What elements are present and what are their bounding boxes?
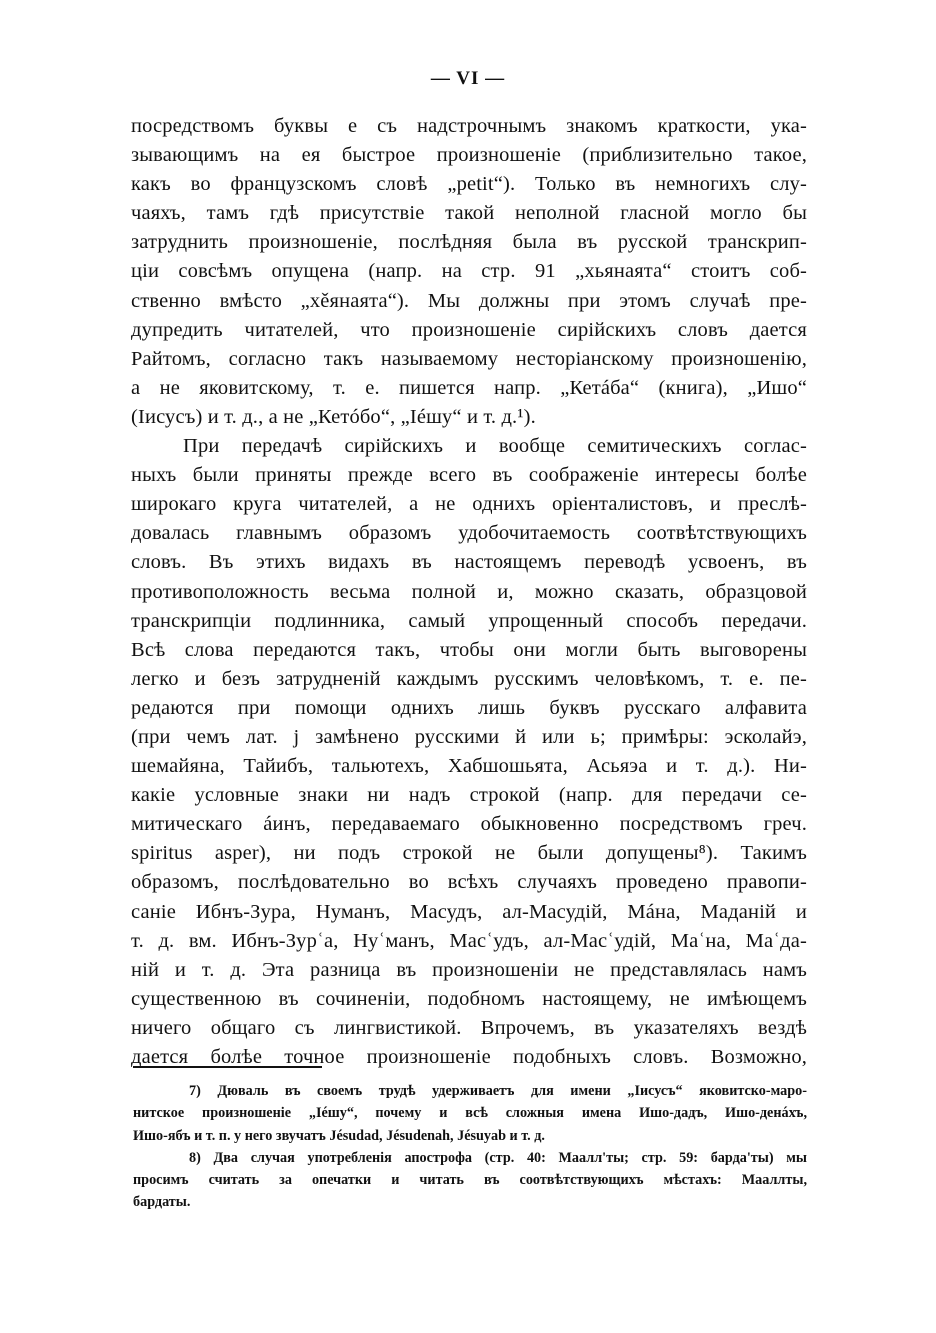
text-line: словъ. Въ этихъ видахъ въ настоящемъ переводѣ усвоенъ, въ <box>131 551 807 574</box>
footnote-line: 7) Дюваль въ своемъ трудѣ удерживаетъ для имени „Іисусъ“ яковитско-маро- <box>189 1083 807 1099</box>
footnote-line: просимъ считать за опечатки и читать въ соотвѣтствующихъ мѣстахъ: Мааллты, <box>133 1172 807 1189</box>
text-line: какіе условные знаки ни надъ строкой (напр. для передачи се- <box>131 784 807 807</box>
text-line: транскрипціи подлинника, самый упрощенный способъ передачи. <box>131 609 807 632</box>
text-line: зывающимъ на ея быстрое произношеніе (приблизительно такое, <box>131 144 807 167</box>
text-line: (Іисусъ) и т. д., а не „Кетóбо“, „Іéшу“ и т. д.¹). <box>131 405 536 428</box>
footnote-separator <box>133 1066 322 1068</box>
page-number: — VI — <box>430 68 506 89</box>
text-line: широкаго круга читателей, а не однихъ оріенталистовъ, и преслѣ- <box>131 493 807 516</box>
footnote-line: нитское произношеніе „Іéшу“, почему и всѣ сложныя имена Ишо-дадъ, Ишо-денáхъ, <box>133 1105 807 1122</box>
text-line: (при чемъ лат. j замѣнено русскими й или ь; примѣры: эсколайэ, <box>131 725 807 748</box>
text-line: шемайяна, Тайибъ, тальютехъ, Хабшошьята, Асьяэа и т. д.). Ни- <box>131 755 807 778</box>
text-line: какъ во французскомъ словѣ „petit“). Только въ немногихъ слу- <box>131 173 807 196</box>
footnotes <box>133 1080 807 1214</box>
text-line: затруднить произношеніе, послѣдняя была въ русской транскрип- <box>131 231 807 254</box>
text-line: ныхъ были приняты прежде всего въ соображеніе интересы болѣе <box>131 464 807 487</box>
footnote-line: 8) Два случая употребленія апострофа (стр. 40: Маалл'ты; стр. 59: барда'ты) мы <box>189 1149 807 1166</box>
text-line: легко и безъ затрудненій каждымъ русскимъ человѣкомъ, т. е. пе- <box>131 667 807 690</box>
text-line: посредствомъ буквы е съ надстрочнымъ знакомъ краткости, ука- <box>131 115 807 137</box>
text-line: ничего общаго съ лингвистикой. Впрочемъ, въ указателяхъ вездѣ <box>131 1016 807 1039</box>
text-line: довалась главнымъ образомъ удобочитаемость соотвѣтствующихъ <box>131 522 807 545</box>
text-line: ціи совсѣмъ опущена (напр. на стр. 91 „хьянаята“ стоитъ соб- <box>131 260 807 283</box>
text-line: При передачѣ сирійскихъ и вообще семитическихъ соглас- <box>183 435 807 458</box>
text-line: spiritus asper), ни подъ строкой не были допущены⁸). Такимъ <box>131 842 807 865</box>
text-line: т. д. вм. Ибнъ-Зурʿа, Нуʿманъ, Масʿудъ, ал-Масʿудій, Маʿна, Маʿда- <box>131 929 807 952</box>
text-line: дается болѣе точное произношеніе подобныхъ словъ. Возможно, <box>131 1046 807 1068</box>
footnote-line: Ишо-ябъ и т. п. у него звучатъ Jésudad, Jésudenah, Jésuyab и т. д. <box>133 1127 545 1144</box>
text-line: Всѣ слова передаются такъ, чтобы они могли быть выговорены <box>131 638 807 661</box>
text-line: Райтомъ, согласно такъ называемому несторіанскому произношенію, <box>131 347 807 370</box>
text-line: митическаго áинъ, передаваемаго обыкновенно посредствомъ греч. <box>131 813 807 836</box>
text-line: а не яковитскому, т. е. пишется напр. „Кетáба“ (книга), „Ишо“ <box>131 376 807 399</box>
main-text <box>131 112 807 1072</box>
text-line: чаяхъ, тамъ гдѣ присутствіе такой неполной гласной могло бы <box>131 202 807 225</box>
text-line: образомъ, послѣдовательно во всѣхъ случаяхъ проведено правопи- <box>131 871 807 894</box>
text-line: существенною въ сочиненіи, подобномъ настоящему, не имѣющемъ <box>131 987 807 1010</box>
text-line: ній и т. д. Эта разница въ произношеніи не представлялась намъ <box>131 958 807 981</box>
text-line: противоположность весьма полной и, можно сказать, образцовой <box>131 580 807 603</box>
footnote-line: бардаты. <box>133 1194 191 1211</box>
text-line: ственно вмѣсто „хěянаята“). Мы должны при этомъ случаѣ пре- <box>131 289 807 312</box>
text-line: дупредить читателей, что произношеніе сирійскихъ словъ дается <box>131 318 807 341</box>
text-line: саніе Ибнъ-Зура, Нуманъ, Масудъ, ал-Масудій, Мáна, Маданій и <box>131 900 807 923</box>
text-line: редаются при помощи однихъ лишь буквъ русскаго алфавита <box>131 696 807 719</box>
